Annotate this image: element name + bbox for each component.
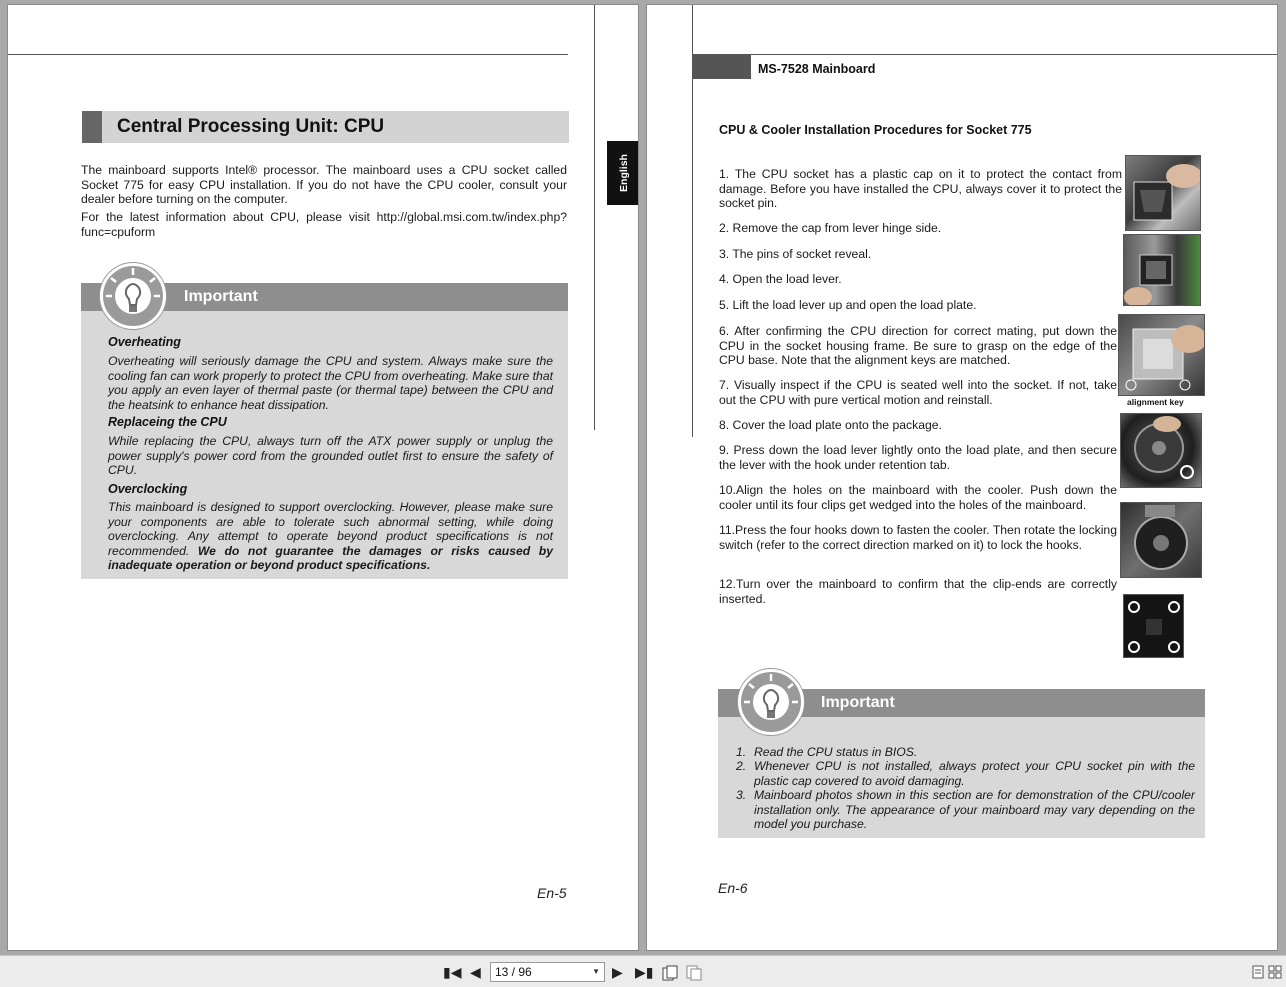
header-rule [692,54,1278,55]
important-box [81,283,568,579]
cooler-photo [1120,413,1202,488]
page-number: En-6 [718,880,748,896]
lightbulb-icon [100,263,166,329]
step-10: 10.Align the holes on the mainboard with the cooler. Push down the cooler until its four clips get wedged into the holes of the mainboard. [719,483,1117,512]
overheating-heading: Overheating [108,335,181,349]
lightbulb-icon [738,669,804,735]
last-page-icon[interactable]: ▶▮ [635,964,654,980]
grid-icon[interactable] [1268,965,1282,981]
step-11: 11.Press the four hooks down to fasten the cooler. Then rotate the locking switch (refer to the correct direction marked on it) to lock the hooks. [719,523,1117,552]
socket-cap-photo [1125,155,1201,231]
cpu-info-paragraph: For the latest information about CPU, please visit http://global.msi.com.tw/index.php?func=cpuform [81,210,567,239]
list-item: 3. Mainboard photos shown in this section are for demonstration of the CPU/cooler installation only. The appearance of your mainboard may vary depending on the model you purchase. [736,788,1195,832]
replacing-text: While replacing the CPU, always turn off the ATX power supply or unplug the power supply's power cord from the grounded outlet first to ensure the safety of CPU. [108,434,553,478]
dropdown-arrow-icon[interactable]: ▼ [592,967,600,976]
page-title: Central Processing Unit: CPU [117,116,385,137]
mainboard-back-photo [1123,594,1184,658]
language-tab [607,141,639,205]
language-tab-label: English [617,154,630,192]
title-accent-bar [82,111,102,143]
step-2: 2. Remove the cap from lever hinge side. [719,221,942,235]
page-number: En-5 [537,885,567,901]
page-number-field[interactable]: 13 / 96 ▼ [490,962,605,982]
next-page-icon[interactable]: ▶ [612,964,623,980]
important-label: Important [821,694,895,711]
single-page-icon[interactable] [662,965,678,983]
header-accent-bar [692,55,751,79]
step-9: 9. Press down the load lever lightly onto the load plate, and then secure the lever with the hook under retention tab. [719,443,1117,472]
page-en-5 [7,4,639,951]
section-title-box [82,111,569,143]
viewer-toolbar [0,955,1286,987]
two-page-icon[interactable] [686,965,702,983]
manual-header: MS-7528 Mainboard [758,62,876,76]
section-title: CPU & Cooler Installation Procedures for Socket 775 [719,123,1032,137]
alignment-key-caption: alignment key [1127,397,1184,407]
margin-rule [594,5,595,430]
page-en-6 [646,4,1278,951]
step-6: 6. After confirming the CPU direction for correct mating, put down the CPU in the socket housing frame. Be sure to grasp on the edge of the CPU base. Note that the alignment keys are matched. [719,324,1117,367]
step-5: 5. Lift the load lever up and open the load plate. [719,298,977,312]
replacing-heading: Replaceing the CPU [108,415,227,429]
step-12: 12.Turn over the mainboard to confirm that the clip-ends are correctly inserted. [719,577,1117,606]
overclocking-heading: Overclocking [108,482,188,496]
socket-pins-photo [1123,234,1201,306]
step-7: 7. Visually inspect if the CPU is seated well into the socket. If not, take out the CPU with pure vertical motion and reinstall. [719,378,1117,407]
important-list [736,745,1195,831]
step-4: 4. Open the load lever. [719,272,842,286]
step-8: 8. Cover the load plate onto the package. [719,418,942,432]
overclocking-text: This mainboard is designed to support overclocking. However, please make sure your components are able to tolerate such abnormal setting, while doing overclocking. Any attempt to operate beyond product specifications is not recommended. We do not guarantee the damages or risks caused by inadequate operation or beyond product specifications. [108,500,553,573]
cooler-hooks-photo [1120,502,1202,578]
list-item: 1. Read the CPU status in BIOS. [736,745,918,759]
prev-page-icon[interactable]: ◀ [470,964,481,980]
step-3: 3. The pins of socket reveal. [719,247,872,261]
cpu-placement-photo [1118,314,1205,396]
list-item: 2. Whenever CPU is not installed, always protect your CPU socket pin with the plastic cap covered to avoid damaging. [736,759,1195,788]
document-icon[interactable] [1252,965,1264,981]
first-page-icon[interactable]: ▮◀ [443,964,462,980]
important-label: Important [184,288,258,305]
header-rule [8,54,568,55]
intro-paragraph: The mainboard supports Intel® processor. The mainboard uses a CPU socket called Socket 775 for easy CPU installation. If you do not have the CPU cooler, consult your dealer before turning on the computer. [81,163,567,206]
overheating-text: Overheating will seriously damage the CPU and system. Always make sure the cooling fan can work properly to protect the CPU from overheating. Make sure that you apply an even layer of thermal paste (or thermal tape) between the CPU and the heatsink to enhance heat dissipation. [108,354,553,412]
step-1: 1. The CPU socket has a plastic cap on it to protect the contact from damage. Before you have installed the CPU, always cover it to protect the socket pin. [719,167,1122,210]
